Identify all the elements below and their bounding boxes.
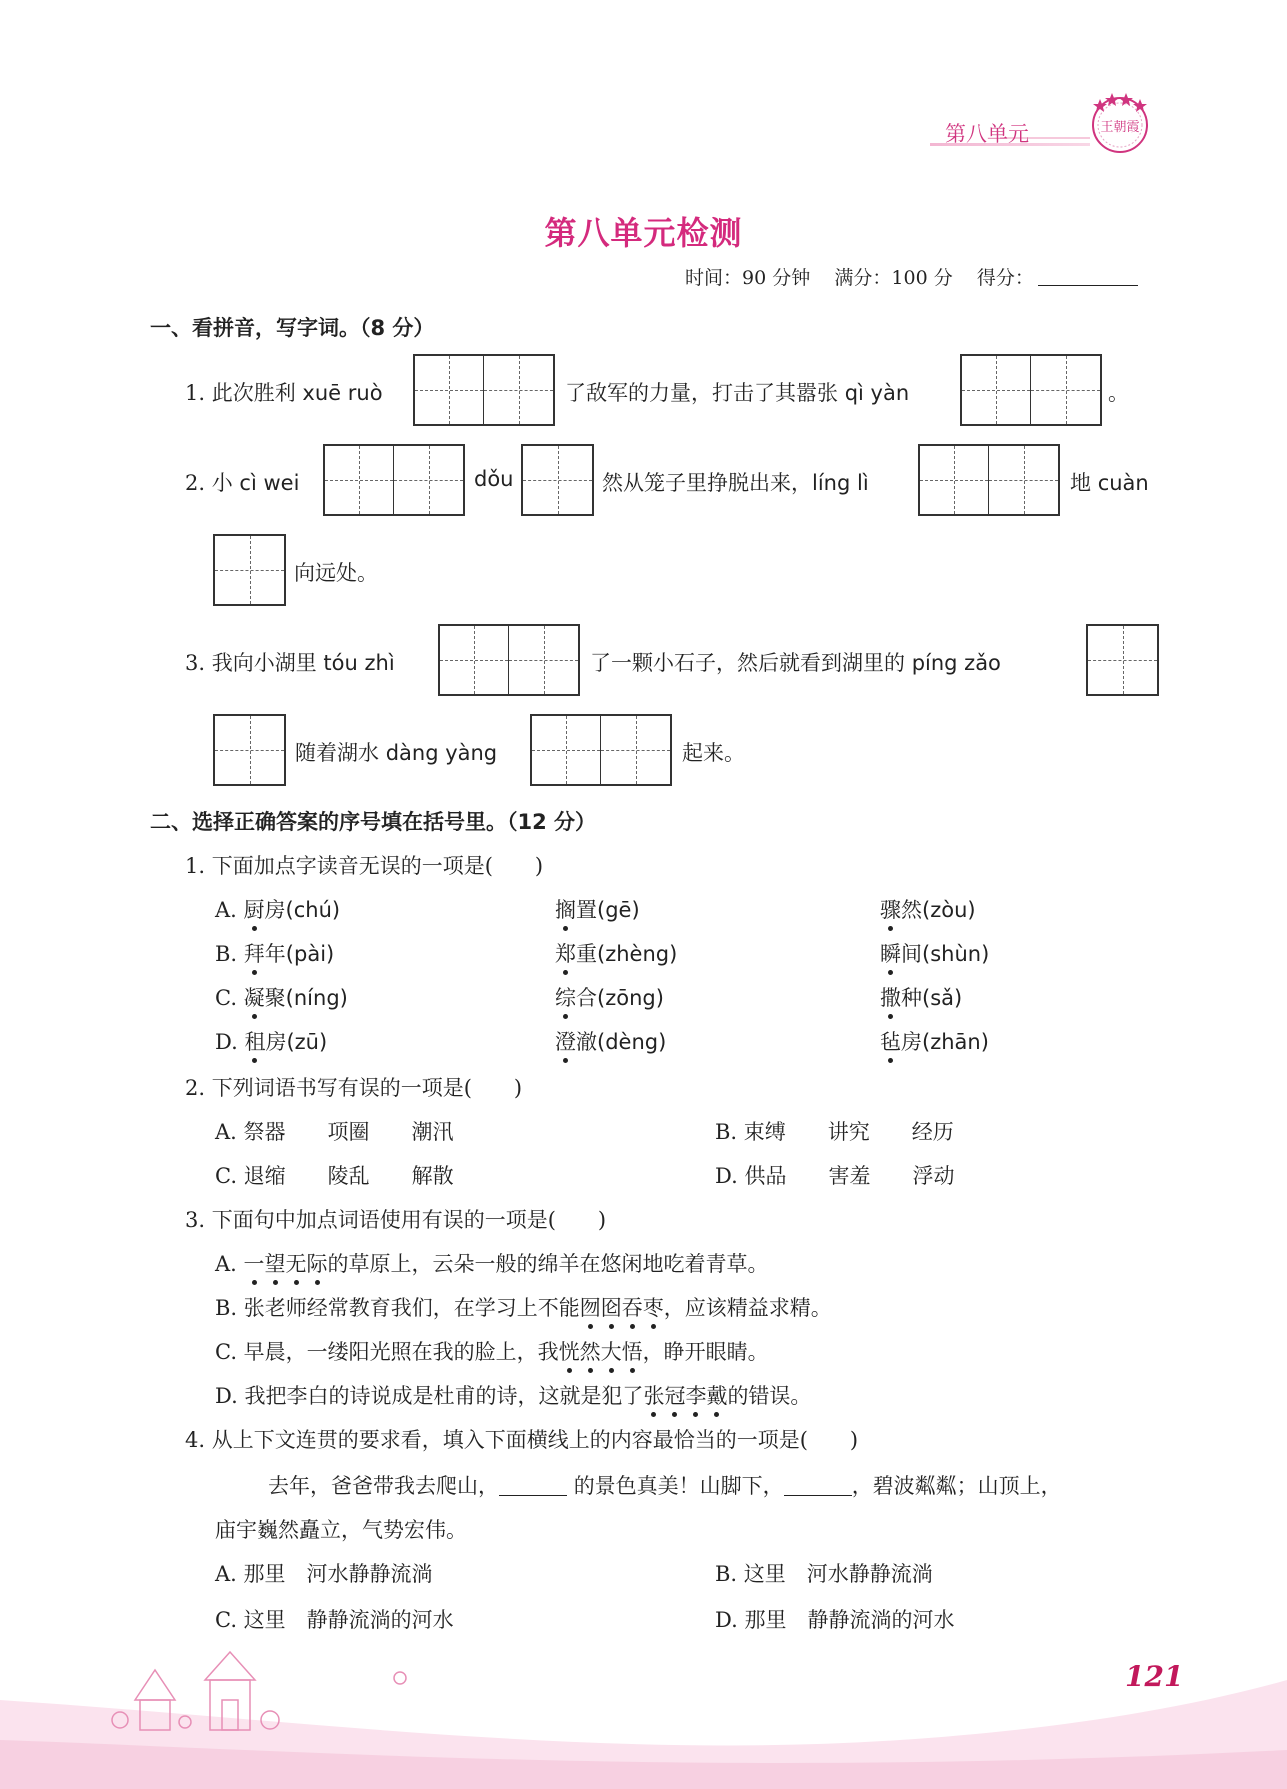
section2-heading: 二、选择正确答案的序号填在括号里。（12 分）: [150, 810, 597, 834]
s2-q1-option-word: 综合(zōng): [555, 986, 664, 1010]
s2-q4-passage-line2: 庙宇巍然矗立，气势宏伟。: [215, 1518, 467, 1542]
pinyin-dang-yang: dàng yàng: [385, 741, 498, 765]
seal-text: 王朝霞: [1100, 120, 1140, 135]
answer-box-dang-yang[interactable]: [530, 714, 672, 786]
s1-q2-text-a: 2. 小 cì wei: [185, 471, 300, 495]
s2-q2-option-a[interactable]: A. 祭器 项圈 潮汛: [215, 1120, 454, 1144]
s2-q3-option-b[interactable]: B. 张老师经常教育我们，在学习上不能囫囵吞枣，应该精益求精。: [215, 1296, 832, 1320]
answer-box-ling-li[interactable]: [918, 444, 1060, 516]
page-title: 第八单元检测: [544, 214, 743, 252]
s2-q1-stem: 1. 下面加点字读音无误的一项是( ): [185, 854, 544, 878]
s1-q2-end: 向远处。: [294, 561, 378, 585]
answer-box-ci-wei[interactable]: [323, 444, 465, 516]
pinyin-cuan: cuàn: [1097, 471, 1149, 495]
s2-q4-stem: 4. 从上下文连贯的要求看，填入下面横线上的内容最恰当的一项是( ): [185, 1428, 859, 1452]
page-number: 121: [1125, 1660, 1184, 1693]
s2-q1-option-word: B. 拜年(pài): [215, 942, 335, 966]
answer-box-qi-yan[interactable]: [960, 354, 1102, 426]
exam-meta: [685, 263, 1138, 290]
s2-q1-option-word: D. 租房(zū): [215, 1030, 328, 1054]
s1-q1-end: 。: [1108, 381, 1129, 405]
footer-decoration: [0, 1640, 1287, 1789]
s2-q1-option-word: 郑重(zhèng): [555, 942, 678, 966]
s2-q2-option-b[interactable]: B. 束缚 讲究 经历: [715, 1120, 954, 1144]
answer-box-dou[interactable]: [521, 444, 594, 516]
s1-q3-text-b: 了一颗小石子，然后就看到湖里的 píng zǎo: [590, 651, 1001, 675]
s2-q1-option-word: 搁置(gē): [555, 898, 640, 922]
s2-q4-option-b[interactable]: B. 这里 河水静静流淌: [715, 1562, 933, 1586]
header-unit-label: 第八单元: [945, 122, 1029, 146]
s1-q1-text-a: 1. 此次胜利 xuē ruò: [185, 381, 383, 405]
fill-blank-1[interactable]: [499, 1495, 567, 1496]
pinyin-ling-li: líng lì: [812, 471, 869, 495]
s2-q1-option-word: 撒种(sǎ): [880, 986, 963, 1010]
exam-time: 时间：90 分钟: [685, 267, 811, 289]
s2-q3-option-d[interactable]: D. 我把李白的诗说成是杜甫的诗，这就是犯了张冠李戴的错误。: [215, 1384, 812, 1408]
s1-q3-text-c: 随着湖水 dàng yàng: [295, 741, 498, 765]
s1-q1-text-b: 了敌军的力量，打击了其嚣张 qì yàn: [565, 381, 910, 405]
fill-blank-2[interactable]: [784, 1495, 852, 1496]
dotted-phrase-b: 囫囵吞枣: [579, 1296, 664, 1320]
s2-q1-option-word: 骤然(zòu): [880, 898, 976, 922]
s2-q3-option-a[interactable]: A. 一望无际的草原上，云朵一般的绵羊在悠闲地吃着青草。: [215, 1252, 769, 1276]
answer-box-ping-zao-2[interactable]: [213, 714, 286, 786]
s1-q2-text-c: 地 cuàn: [1070, 471, 1149, 495]
exam-score-label: 得分：: [976, 267, 1034, 289]
s2-q4-option-a[interactable]: A. 那里 河水静静流淌: [215, 1562, 433, 1586]
s1-q3-end: 起来。: [682, 741, 745, 765]
answer-box-xue-ruo[interactable]: [413, 354, 555, 426]
s2-q1-option-word: A. 厨房(chú): [215, 898, 341, 922]
pinyin-qi-yan: qì yàn: [844, 381, 910, 405]
dotted-phrase-a: 一望无际: [243, 1252, 328, 1276]
score-blank[interactable]: [1038, 285, 1138, 286]
s2-q4-option-d[interactable]: D. 那里 静静流淌的河水: [715, 1608, 955, 1632]
s2-q4-option-c[interactable]: C. 这里 静静流淌的河水: [215, 1608, 454, 1632]
s2-q4-passage-line1: 去年，爸爸带我去爬山， 的景色真美！山脚下， ，碧波粼粼；山顶上，: [268, 1474, 1062, 1498]
s2-q1-option-word: 澄澈(dèng): [555, 1030, 667, 1054]
pinyin-ci-wei: cì wei: [239, 471, 300, 495]
pinyin-ping-zao: píng zǎo: [911, 651, 1001, 675]
pinyin-dou: dǒu: [474, 467, 514, 491]
section1-heading: 一、看拼音，写字词。（8 分）: [150, 316, 435, 340]
s1-q3-text-a: 3. 我向小湖里 tóu zhì: [185, 651, 395, 675]
s2-q1-option-word: 毡房(zhān): [880, 1030, 989, 1054]
s2-q1-option-word: C. 凝聚(níng): [215, 986, 348, 1010]
pinyin-xue-ruo: xuē ruò: [302, 381, 383, 405]
answer-box-cuan[interactable]: [213, 534, 286, 606]
s2-q3-option-c[interactable]: C. 早晨，一缕阳光照在我的脸上，我恍然大悟，睁开眼睛。: [215, 1340, 769, 1364]
s2-q1-option-word: 瞬间(shùn): [880, 942, 990, 966]
s2-q2-option-c[interactable]: C. 退缩 陵乱 解散: [215, 1164, 454, 1188]
exam-full-score: 满分：100 分: [834, 267, 953, 289]
s1-q2-text-b: 然从笼子里挣脱出来，líng lì: [602, 471, 869, 495]
s2-q2-stem: 2. 下列词语书写有误的一项是( ): [185, 1076, 523, 1100]
s2-q2-option-d[interactable]: D. 供品 害羞 浮动: [715, 1164, 955, 1188]
dotted-phrase-c: 恍然大悟: [558, 1340, 643, 1364]
answer-box-tou-zhi[interactable]: [438, 624, 580, 696]
s2-q3-stem: 3. 下面句中加点词语使用有误的一项是( ): [185, 1208, 607, 1232]
answer-box-ping-zao[interactable]: [1086, 624, 1159, 696]
pinyin-tou-zhi: tóu zhì: [323, 651, 395, 675]
dotted-phrase-d: 张冠李戴: [643, 1384, 728, 1408]
brand-seal-icon: [1085, 85, 1155, 155]
